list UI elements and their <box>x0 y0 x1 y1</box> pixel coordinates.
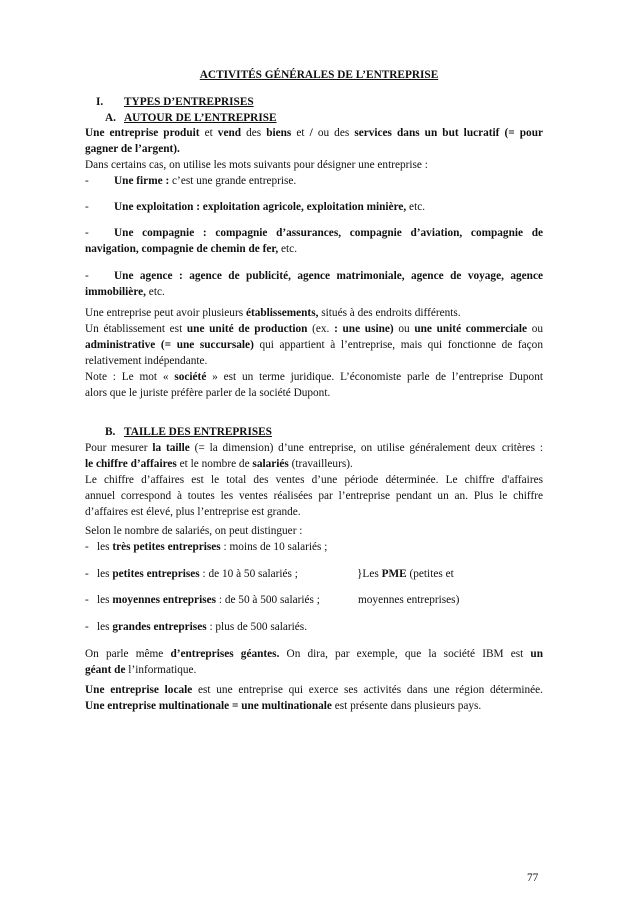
list-dash: - <box>85 621 89 633</box>
page-title: ACTIVITÉS GÉNÉRALES DE L’ENTREPRISE <box>199 69 439 81</box>
list-dash: - <box>85 270 89 282</box>
subsection-heading: AUTOUR DE L’ENTREPRISE <box>124 112 277 124</box>
paragraph-line: Une entreprise peut avoir plusieurs établissements, situés à des endroits différents. <box>85 307 461 319</box>
paragraph-line: Note : Le mot « société » est un terme juridique. L’économiste parle de l’entreprise Dupont <box>85 371 543 383</box>
paragraph-line: Une entreprise multinationale = une multinationale est présente dans plusieurs pays. <box>85 700 482 712</box>
list-dash: - <box>85 568 89 580</box>
paragraph-line: Selon le nombre de salariés, on peut distinguer : <box>85 525 303 537</box>
paragraph-line: gagner de l’argent). <box>85 143 180 155</box>
paragraph-line: Une entreprise produit et vend des biens et / ou des services dans un but lucratif (= pour <box>85 127 543 139</box>
paragraph-line: annuel correspond à toutes les ventes réalisées par l’entreprise pendant un an. Plus le chiffre <box>85 490 543 502</box>
list-item: Une firme : c’est une grande entreprise. <box>114 175 297 187</box>
list-dash: - <box>85 541 89 553</box>
paragraph-line: Une entreprise locale est une entreprise qui exerce ses activités dans une région déterminée. <box>85 684 543 696</box>
paragraph-line: Pour mesurer la taille (= la dimension) d’une entreprise, on utilise généralement deux critères : <box>85 442 544 454</box>
section-number: I. <box>96 96 104 108</box>
subsection-letter: B. <box>105 426 116 438</box>
paragraph-line: Le chiffre d’affaires est le total des ventes d’une période déterminée. Le chiffre d'affaires <box>85 474 543 486</box>
page-number: 77 <box>527 872 539 884</box>
list-item: les très petites entreprises : moins de 10 salariés ; <box>97 541 328 553</box>
list-dash: - <box>85 227 89 239</box>
paragraph-line: alors que le juriste préfère parler de la société Dupont. <box>85 387 331 399</box>
list-dash: - <box>85 201 89 213</box>
list-item-cont: immobilière, etc. <box>85 286 165 298</box>
subsection-heading: TAILLE DES ENTREPRISES <box>124 426 272 438</box>
list-item: les moyennes entreprises : de 50 à 500 salariés ; <box>97 594 320 606</box>
list-item: Une compagnie : compagnie d’assurances, compagnie d’aviation, compagnie de <box>114 227 543 239</box>
list-item: les petites entreprises : de 10 à 50 salariés ; <box>97 568 298 580</box>
paragraph-line: On parle même d’entreprises géantes. On dira, par exemple, que la société IBM est un <box>85 648 543 660</box>
paragraph-line: relativement indépendante. <box>85 355 208 367</box>
paragraph-line: Un établissement est une unité de production (ex. : une usine) ou une unité commerciale ou <box>85 323 544 335</box>
paragraph-line: géant de l’informatique. <box>85 664 197 676</box>
pme-note: }Les PME (petites et <box>357 568 454 580</box>
list-dash: - <box>85 175 89 187</box>
list-item: les grandes entreprises : plus de 500 salariés. <box>97 621 308 633</box>
paragraph-line: d’affaires est élevé, plus l’entreprise est grande. <box>85 506 301 518</box>
list-item: Une exploitation : exploitation agricole, exploitation minière, etc. <box>114 201 426 213</box>
subsection-letter: A. <box>105 112 116 124</box>
paragraph-line: le chiffre d’affaires et le nombre de salariés (travailleurs). <box>85 458 353 470</box>
list-dash: - <box>85 594 89 606</box>
list-item-cont: navigation, compagnie de chemin de fer, etc. <box>85 243 298 255</box>
paragraph-line: Dans certains cas, on utilise les mots suivants pour désigner une entreprise : <box>85 159 428 171</box>
pme-note: moyennes entreprises) <box>358 594 460 606</box>
section-heading: TYPES D’ENTREPRISES <box>124 96 254 108</box>
paragraph-line: administrative (= une succursale) qui appartient à l’entreprise, mais qui fonctionne de façon <box>85 339 543 351</box>
list-item: Une agence : agence de publicité, agence matrimoniale, agence de voyage, agence <box>114 270 543 282</box>
